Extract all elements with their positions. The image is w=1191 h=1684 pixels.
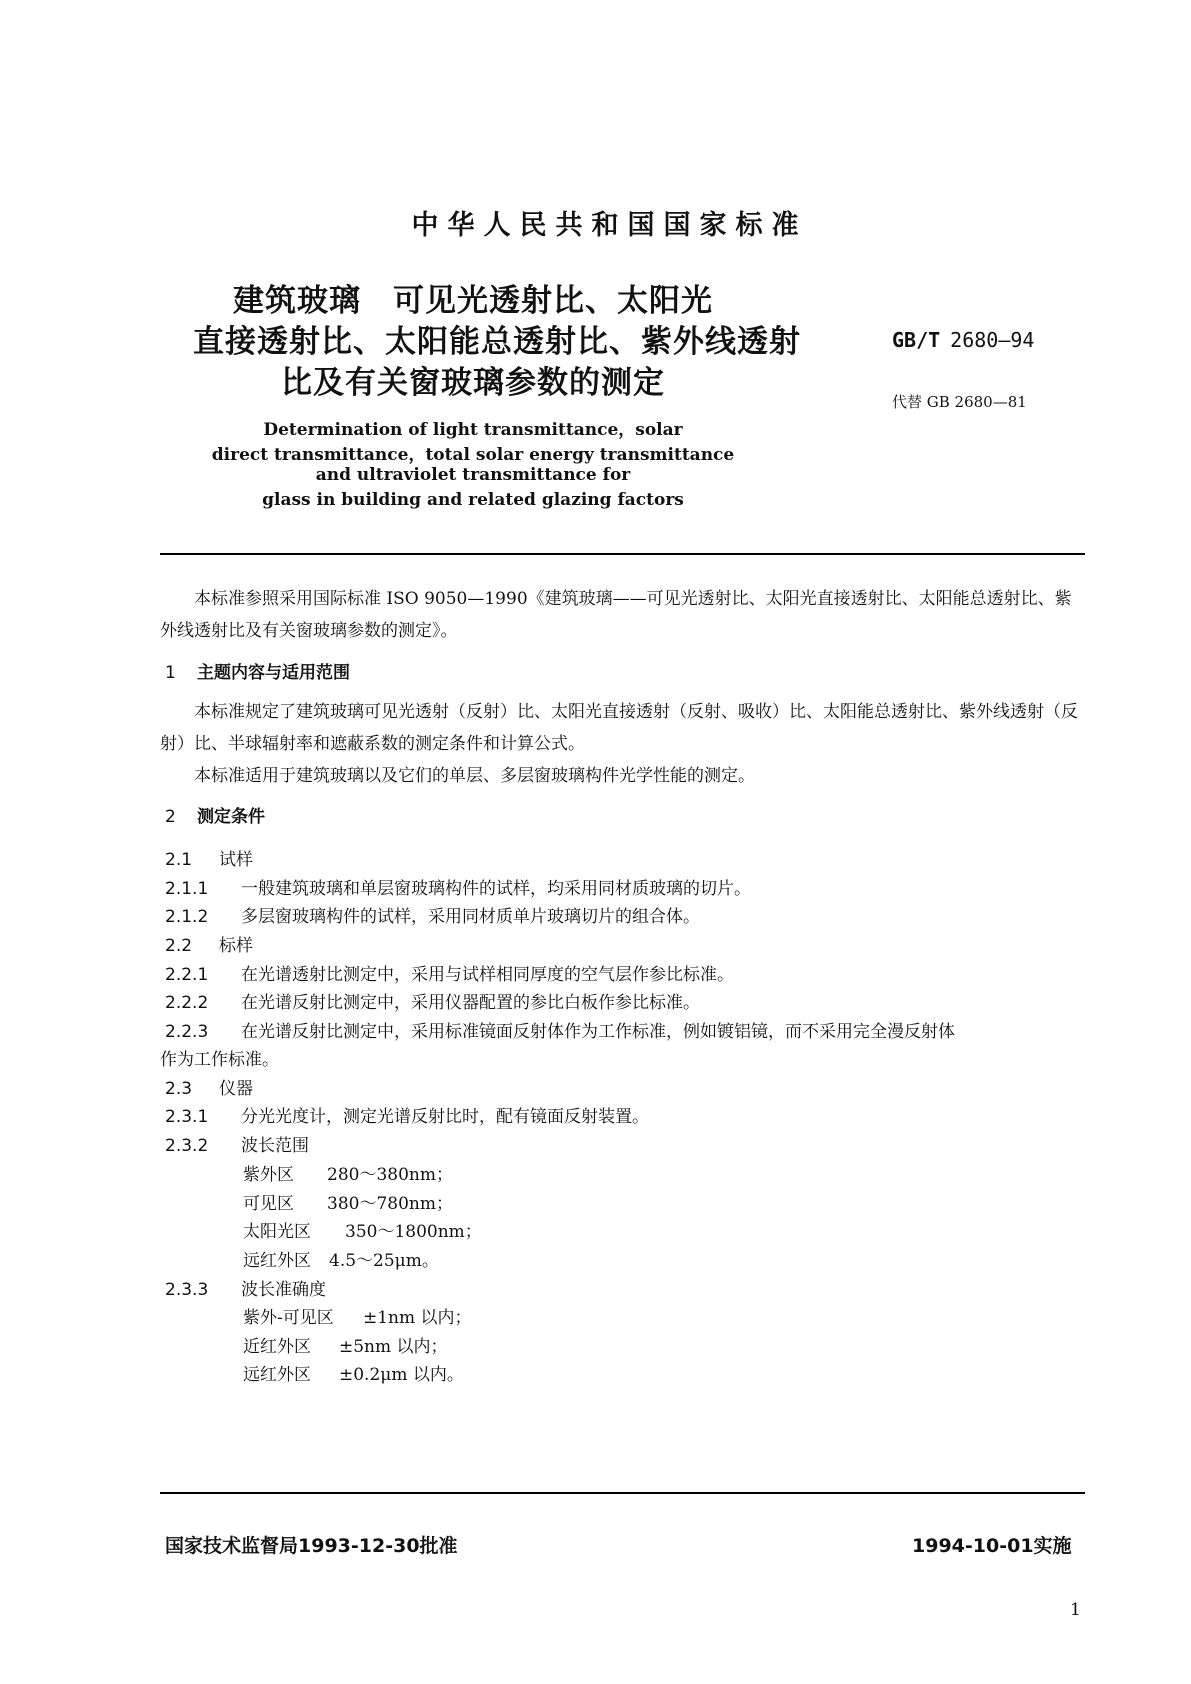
national-standard-header: 中华人民共和国国家标准 (411, 210, 808, 241)
item-label: 远红外区 (243, 1251, 311, 1271)
item-label: 紫外区 (243, 1165, 294, 1185)
wavelength-range-item (243, 1217, 482, 1242)
clause-number: 2.3.3 (165, 1280, 209, 1300)
clause-text: 在光谱反射比测定中，采用仪器配置的参比白板作参比标准。 (241, 993, 700, 1013)
clause-2-2-2 (165, 988, 700, 1013)
clause-text: 波长准确度 (241, 1280, 326, 1300)
item-value: ±0.2μm 以内。 (339, 1365, 464, 1385)
item-value: ±1nm 以内； (363, 1308, 472, 1328)
section-1-number: 1 (165, 663, 176, 683)
section-2-heading (165, 802, 265, 827)
implementation-date: 1994-10-01实施 (912, 1535, 1072, 1557)
replaces-standard: 代替 GB 2680—81 (892, 393, 1027, 411)
clause-text: 在光谱透射比测定中，采用与试样相同厚度的空气层作参比标准。 (241, 965, 734, 985)
clause-2-3-1 (165, 1102, 649, 1127)
title-en-line-3: and ultraviolet transmittance for (315, 465, 631, 485)
clause-number: 2.1.1 (165, 879, 209, 899)
item-label: 紫外-可见区 (243, 1308, 334, 1328)
title-cn-line-3: 比及有关窗玻璃参数的测定 (281, 365, 665, 401)
clause-text: 一般建筑玻璃和单层窗玻璃构件的试样，均采用同材质玻璃的切片。 (241, 879, 751, 899)
clause-2-2-1 (165, 960, 734, 985)
clause-text: 标样 (219, 936, 253, 956)
clause-2-3 (165, 1074, 253, 1099)
title-en-line-1: Determination of light transmittance，solar (263, 420, 683, 440)
clause-2-2-3-continued: 作为工作标准。 (160, 1050, 279, 1070)
section-1-paragraph-1: 本标准规定了建筑玻璃可见光透射（反射）比、太阳光直接透射（反射、吸收）比、太阳能总透射比、紫外线透射（反射）比、半球辐射率和遮蔽系数的测定条件和计算公式。 (160, 702, 1078, 754)
title-cn-line-2: 直接透射比、太阳能总透射比、紫外线透射 (193, 324, 801, 360)
clause-number: 2.2.1 (165, 965, 209, 985)
clause-number: 2.2.3 (165, 1022, 209, 1042)
item-label: 远红外区 (243, 1365, 311, 1385)
section-1-paragraph-2: 本标准适用于建筑玻璃以及它们的单层、多层窗玻璃构件光学性能的测定。 (194, 766, 755, 786)
wavelength-range-item (243, 1189, 453, 1214)
section-2-number: 2 (165, 807, 176, 827)
clause-number: 2.1.2 (165, 907, 209, 927)
item-label: 太阳光区 (243, 1222, 311, 1242)
standard-prefix: GB/T (892, 328, 941, 352)
header-rule (160, 553, 1085, 555)
section-2-title: 测定条件 (197, 807, 265, 827)
clause-2-3-2 (165, 1131, 309, 1156)
wavelength-accuracy-item (243, 1332, 448, 1357)
item-label: 近红外区 (243, 1337, 311, 1357)
title-cn-line-1: 建筑玻璃 可见光透射比、太阳光 (233, 283, 713, 319)
item-value: 4.5～25μm。 (329, 1251, 439, 1271)
clause-2-3-3 (165, 1275, 326, 1300)
item-label: 可见区 (243, 1194, 294, 1214)
wavelength-accuracy-item (243, 1303, 472, 1328)
clause-text: 仪器 (219, 1079, 253, 1099)
wavelength-range-item (243, 1160, 453, 1185)
clause-number: 2.3 (165, 1079, 193, 1099)
clause-2-1-1 (165, 874, 751, 899)
page-number: 1 (1070, 1600, 1081, 1620)
wavelength-range-item (243, 1246, 439, 1271)
standard-code (892, 328, 1034, 352)
section-1-title: 主题内容与适用范围 (197, 663, 350, 683)
footer-rule (160, 1492, 1085, 1494)
standard-number: 2680—94 (950, 328, 1035, 352)
item-value: 280～380nm； (327, 1165, 453, 1185)
clause-number: 2.3.2 (165, 1136, 209, 1156)
item-value: 380～780nm； (327, 1194, 453, 1214)
clause-number: 2.3.1 (165, 1107, 209, 1127)
item-value: 350～1800nm； (345, 1222, 482, 1242)
clause-text: 多层窗玻璃构件的试样，采用同材质单片玻璃切片的组合体。 (241, 907, 700, 927)
wavelength-accuracy-item (243, 1360, 464, 1385)
clause-number: 2.2.2 (165, 993, 209, 1013)
approval-line: 国家技术监督局1993-12-30批准 (165, 1535, 458, 1557)
clause-text: 试样 (219, 850, 253, 870)
clause-text: 波长范围 (241, 1136, 309, 1156)
clause-2-1-2 (165, 902, 700, 927)
clause-2-2 (165, 931, 253, 956)
section-1-heading (165, 658, 350, 683)
clause-number: 2.1 (165, 850, 193, 870)
clause-2-2-3 (165, 1017, 955, 1042)
intro-paragraph: 本标准参照采用国际标准 ISO 9050—1990《建筑玻璃——可见光透射比、太阳光直接透射比、太阳能总透射比、紫外线透射比及有关窗玻璃参数的测定》。 (160, 589, 1072, 641)
clause-text: 在光谱反射比测定中，采用标准镜面反射体作为工作标准，例如镀铝镜，而不采用完全漫反射体 (241, 1022, 955, 1042)
item-value: ±5nm 以内； (339, 1337, 448, 1357)
clause-number: 2.2 (165, 936, 193, 956)
title-en-line-4: glass in building and related glazing factors (262, 490, 684, 510)
clause-text: 分光光度计，测定光谱反射比时，配有镜面反射装置。 (241, 1107, 649, 1127)
clause-2-1 (165, 845, 253, 870)
title-en-line-2: direct transmittance，total solar energy transmittance (211, 445, 735, 465)
